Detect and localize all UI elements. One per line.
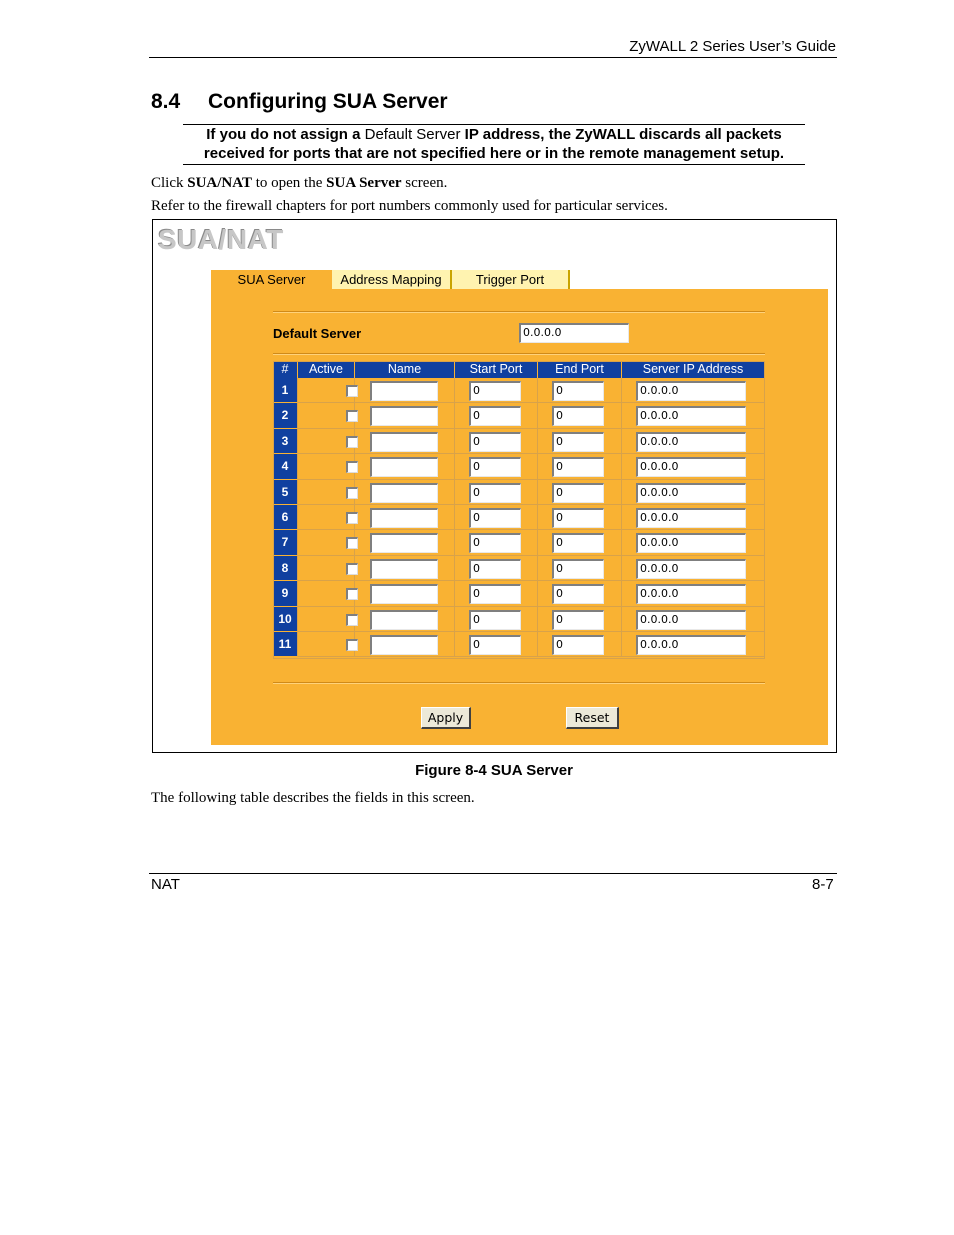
start-port-cell xyxy=(455,556,538,581)
row-number: 1 xyxy=(273,378,298,403)
table-row xyxy=(273,556,765,581)
table-row xyxy=(273,480,765,505)
note-text-3: IP address, the ZyWALL discards all packets received for ports that are not specified here or in the remote management setup. xyxy=(203,126,785,162)
name-input[interactable] xyxy=(370,457,438,477)
table-row xyxy=(273,454,765,479)
start-port-cell xyxy=(455,607,538,632)
active-cell xyxy=(298,607,355,632)
server-ip-input[interactable]: 0.0.0.0 xyxy=(636,406,746,426)
active-cell xyxy=(298,556,355,581)
section-title xyxy=(151,90,448,114)
server-ip-input[interactable]: 0.0.0.0 xyxy=(636,610,746,630)
server-ip-cell xyxy=(622,454,765,479)
name-cell xyxy=(355,403,455,428)
start-port-input[interactable]: 0 xyxy=(469,381,521,401)
server-ip-cell xyxy=(622,429,765,454)
start-port-cell xyxy=(455,480,538,505)
start-port-input[interactable]: 0 xyxy=(469,584,521,604)
apply-button[interactable]: Apply xyxy=(421,707,471,729)
table-row xyxy=(273,403,765,428)
start-port-input[interactable]: 0 xyxy=(469,559,521,579)
name-cell xyxy=(355,480,455,505)
name-cell xyxy=(355,429,455,454)
active-cell xyxy=(298,530,355,555)
column-header-server-ip: Server IP Address xyxy=(622,361,765,378)
tab-trigger-port[interactable]: Trigger Port xyxy=(452,270,570,290)
table-row xyxy=(273,530,765,555)
row-number: 2 xyxy=(273,403,298,428)
note-bottom-rule xyxy=(183,164,805,165)
server-ip-cell xyxy=(622,607,765,632)
name-cell xyxy=(355,581,455,606)
end-port-input[interactable]: 0 xyxy=(552,635,604,655)
divider-top xyxy=(273,311,765,313)
server-ip-cell xyxy=(622,480,765,505)
table-row xyxy=(273,607,765,632)
end-port-cell xyxy=(538,556,622,581)
divider-bottom xyxy=(273,682,765,684)
default-server-label: Default Server xyxy=(273,326,362,341)
figure-caption: Figure 8-4 SUA Server xyxy=(415,762,573,779)
server-ip-cell xyxy=(622,505,765,530)
start-port-cell xyxy=(455,632,538,657)
start-port-cell xyxy=(455,505,538,530)
name-cell xyxy=(355,454,455,479)
server-ip-cell xyxy=(622,378,765,403)
server-ip-input[interactable]: 0.0.0.0 xyxy=(636,559,746,579)
default-server-input[interactable]: 0.0.0.0 xyxy=(519,323,629,343)
row-number: 6 xyxy=(273,505,298,530)
end-port-input[interactable]: 0 xyxy=(552,457,604,477)
end-port-cell xyxy=(538,480,622,505)
name-input[interactable] xyxy=(370,559,438,579)
end-port-input[interactable]: 0 xyxy=(552,508,604,528)
end-port-input[interactable]: 0 xyxy=(552,483,604,503)
intro-paragraph-2: Refer to the firewall chapters for port numbers commonly used for particular services. xyxy=(151,198,668,214)
end-port-cell xyxy=(538,505,622,530)
server-ip-input[interactable]: 0.0.0.0 xyxy=(636,533,746,553)
table-row xyxy=(273,632,765,657)
active-cell xyxy=(298,480,355,505)
table-row xyxy=(273,429,765,454)
divider-mid xyxy=(273,353,765,355)
intro-text: to open the xyxy=(251,175,327,191)
start-port-input[interactable]: 0 xyxy=(469,406,521,426)
row-number: 3 xyxy=(273,429,298,454)
start-port-cell xyxy=(455,403,538,428)
end-port-cell xyxy=(538,429,622,454)
tab-address-mapping[interactable]: Address Mapping xyxy=(332,270,452,290)
name-input[interactable] xyxy=(370,432,438,452)
intro-text: screen. xyxy=(401,175,448,191)
start-port-input[interactable]: 0 xyxy=(469,432,521,452)
end-port-cell xyxy=(538,378,622,403)
start-port-cell xyxy=(455,454,538,479)
start-port-cell xyxy=(455,378,538,403)
intro-text: Click xyxy=(151,175,188,191)
name-cell xyxy=(355,378,455,403)
end-port-cell xyxy=(538,403,622,428)
active-cell xyxy=(298,403,355,428)
column-header-name: Name xyxy=(355,361,455,378)
start-port-input[interactable]: 0 xyxy=(469,457,521,477)
name-input[interactable] xyxy=(370,584,438,604)
end-port-input[interactable]: 0 xyxy=(552,432,604,452)
server-ip-cell xyxy=(622,403,765,428)
row-number: 8 xyxy=(273,556,298,581)
end-port-input[interactable]: 0 xyxy=(552,533,604,553)
end-port-input[interactable]: 0 xyxy=(552,584,604,604)
start-port-cell xyxy=(455,429,538,454)
row-number: 5 xyxy=(273,480,298,505)
server-ip-input[interactable]: 0.0.0.0 xyxy=(636,381,746,401)
footer-page-number: 8-7 xyxy=(812,876,834,893)
active-cell xyxy=(298,505,355,530)
active-cell xyxy=(298,378,355,403)
server-ip-input[interactable]: 0.0.0.0 xyxy=(636,432,746,452)
start-port-input[interactable]: 0 xyxy=(469,508,521,528)
end-port-input[interactable]: 0 xyxy=(552,559,604,579)
server-ip-input[interactable]: 0.0.0.0 xyxy=(636,457,746,477)
server-ip-input[interactable]: 0.0.0.0 xyxy=(636,483,746,503)
note-text-2: Default Server xyxy=(364,126,461,143)
server-ip-cell xyxy=(622,556,765,581)
table-row xyxy=(273,505,765,530)
end-port-cell xyxy=(538,581,622,606)
section-number: 8.4 xyxy=(151,90,181,113)
header-rule xyxy=(149,57,837,58)
active-cell xyxy=(298,632,355,657)
server-ip-cell xyxy=(622,581,765,606)
start-port-input[interactable]: 0 xyxy=(469,635,521,655)
end-port-cell xyxy=(538,530,622,555)
name-cell xyxy=(355,632,455,657)
tab-sua-server[interactable]: SUA Server xyxy=(211,270,332,289)
reset-button[interactable]: Reset xyxy=(566,707,619,729)
server-ip-input[interactable]: 0.0.0.0 xyxy=(636,508,746,528)
column-header-active: Active xyxy=(298,361,355,378)
server-ip-input[interactable]: 0.0.0.0 xyxy=(636,584,746,604)
table-row xyxy=(273,581,765,606)
end-port-input[interactable]: 0 xyxy=(552,610,604,630)
intro-bold-suaserver: SUA Server xyxy=(326,175,402,191)
active-cell xyxy=(298,429,355,454)
table-header-row xyxy=(273,361,765,378)
name-input[interactable] xyxy=(370,381,438,401)
server-ip-cell xyxy=(622,530,765,555)
note xyxy=(183,125,805,163)
name-cell xyxy=(355,607,455,632)
row-number: 10 xyxy=(273,607,298,632)
start-port-input[interactable]: 0 xyxy=(469,610,521,630)
name-input[interactable] xyxy=(370,406,438,426)
note-text-1: If you do not assign a xyxy=(206,126,365,143)
active-cell xyxy=(298,581,355,606)
name-input[interactable] xyxy=(370,610,438,630)
column-header-number: # xyxy=(273,361,298,378)
sua-nat-logo: SUA/NAT xyxy=(158,224,284,255)
table-row xyxy=(273,378,765,403)
sua-rules-table xyxy=(273,361,765,657)
end-port-input[interactable]: 0 xyxy=(552,406,604,426)
footer-chapter: NAT xyxy=(151,876,180,893)
name-input[interactable] xyxy=(370,483,438,503)
name-cell xyxy=(355,556,455,581)
name-input[interactable] xyxy=(370,533,438,553)
server-ip-input[interactable]: 0.0.0.0 xyxy=(636,635,746,655)
column-header-start-port: Start Port xyxy=(455,361,538,378)
row-number: 7 xyxy=(273,530,298,555)
name-input[interactable] xyxy=(370,635,438,655)
end-port-input[interactable]: 0 xyxy=(552,381,604,401)
name-cell xyxy=(355,505,455,530)
running-header: ZyWALL 2 Series User’s Guide xyxy=(629,38,836,55)
name-input[interactable] xyxy=(370,508,438,528)
start-port-input[interactable]: 0 xyxy=(469,533,521,553)
row-number: 11 xyxy=(273,632,298,657)
column-header-end-port: End Port xyxy=(538,361,622,378)
end-port-cell xyxy=(538,607,622,632)
server-ip-cell xyxy=(622,632,765,657)
intro-paragraph-1 xyxy=(151,175,447,192)
row-number: 9 xyxy=(273,581,298,606)
name-cell xyxy=(355,530,455,555)
row-number: 4 xyxy=(273,454,298,479)
table-intro-text: The following table describes the fields in this screen. xyxy=(151,790,475,806)
intro-bold-suanat: SUA/NAT xyxy=(187,175,252,191)
start-port-cell xyxy=(455,581,538,606)
start-port-input[interactable]: 0 xyxy=(469,483,521,503)
active-cell xyxy=(298,454,355,479)
start-port-cell xyxy=(455,530,538,555)
end-port-cell xyxy=(538,454,622,479)
end-port-cell xyxy=(538,632,622,657)
footer-rule xyxy=(149,873,837,874)
section-heading: Configuring SUA Server xyxy=(208,90,448,113)
